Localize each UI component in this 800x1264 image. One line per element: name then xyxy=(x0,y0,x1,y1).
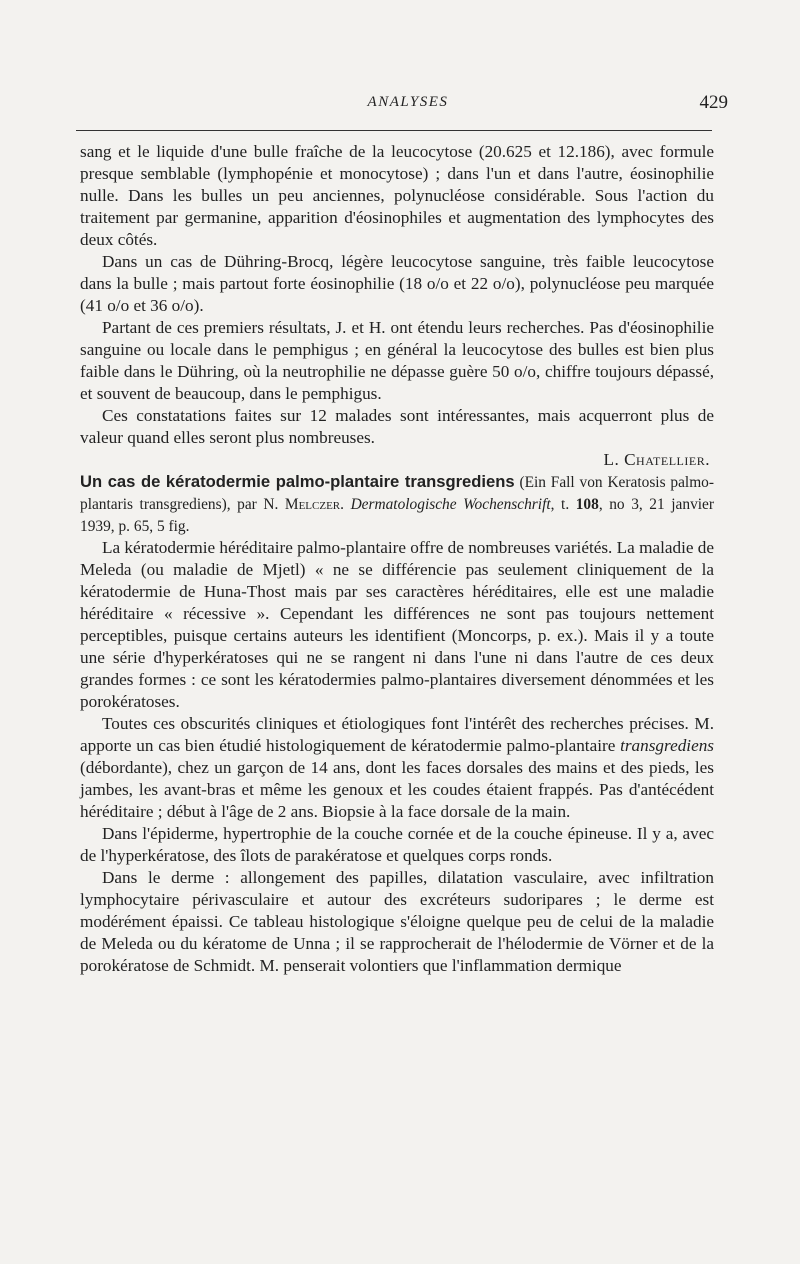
citation-text: , t. xyxy=(550,496,576,513)
paragraph-text: Toutes ces obscurités cliniques et étiologiques font l'intérêt des recherches précises. M. apporte un cas bien étudié histologiquement de kératodermie palmo-plantaire xyxy=(80,714,714,755)
citation-author: N. Melczer xyxy=(263,496,341,513)
italic-term: transgrediens xyxy=(620,736,714,755)
citation-volume: 108 xyxy=(575,496,599,513)
paragraph: Dans l'épiderme, hypertrophie de la couche cornée et de la couche épineuse. Il y a, avec de l'hyperkératose, des îlots de parakératose et quelques corps ronds. xyxy=(80,824,714,865)
paragraph: sang et le liquide d'une bulle fraîche de la leucocytose (20.625 et 12.186), avec formule presque semblable (lymphopénie et monocytose) ; dans l'un et dans l'autre, éosinophilie nulle. Dans les bulles un peu anciennes, polynucléose considérable. Sous l'action du traitement par germanine, apparition d'éosinophiles et augmentation des lymphocytes des deux côtés. xyxy=(80,142,714,249)
abstract-title: Un cas de kératodermie palmo-plantaire transgrediens xyxy=(80,472,515,491)
author-signature: L. Chatellier. xyxy=(603,450,710,469)
page-number: 429 xyxy=(699,92,728,113)
citation-text: (Ein Fall von Keratosis palmo-plantaris transgrediens), par xyxy=(80,474,714,513)
abstract-heading xyxy=(80,471,714,537)
page-body xyxy=(80,141,714,977)
paragraph-text: (débordante), chez un garçon de 14 ans, dont les faces dorsales des mains et des pieds, les jambes, les avant-bras et même les genoux et les coudes étaient frappés. Pas d'antécédent héréditaire ; début à l'âge de 2 ans. Biopsie à la face dorsale de la main. xyxy=(80,758,714,821)
citation-text: . xyxy=(340,496,351,513)
paragraph: Dans le derme : allongement des papilles, dilatation vasculaire, avec infiltration lymphocytaire périvasculaire et autour des excréteurs sudoripares ; le derme est modérément épaissi. Ce tableau histologique s'éloigne quelque peu de celui de la maladie de Meleda ou du kératome de Unna ; il se rapprocherait de l'hélodermie de Vörner et de la porokératose de Schmidt. M. penserait volontiers que l'inflammation dermique xyxy=(80,868,714,975)
paragraph xyxy=(80,713,714,823)
page-header xyxy=(80,92,736,122)
paragraph: Dans un cas de Dühring-Brocq, légère leucocytose sanguine, très faible leucocytose dans la bulle ; mais partout forte éosinophilie (18 o/o et 22 o/o), polynucléose peu marquée (41 o/o et 36 o/o). xyxy=(80,252,714,315)
paragraph: Ces constatations faites sur 12 malades sont intéressantes, mais acquerront plus de valeur quand elles seront plus nombreuses. xyxy=(80,406,714,447)
citation-text: , no 3, 21 janvier 1939, p. 65, 5 fig. xyxy=(80,496,714,535)
paragraph: La kératodermie héréditaire palmo-plantaire offre de nombreuses variétés. La maladie de Meleda (ou maladie de Mjetl) « ne se différencie pas seulement cliniquement de la kératodermie de Huna-Thost mais par ses caractères héréditaires, elle est une maladie héréditaire « récessive ». Cependant les différences ne sont pas toujours nettement perceptibles, puisque certains auteurs les identifient (Moncorps, p. ex.). Mais il y a toute une série d'hyperkératoses qui ne se rangent ni dans l'une ni dans l'autre de ces deux grandes formes : ce sont les kératodermies palmo-plantaires diversement dénommées et les porokératoses. xyxy=(80,538,714,711)
header-rule xyxy=(76,130,712,131)
citation-journal: Dermatologische Wochenschrift xyxy=(350,496,551,513)
running-title: ANALYSES xyxy=(367,94,449,110)
paragraph: Partant de ces premiers résultats, J. et H. ont étendu leurs recherches. Pas d'éosinophilie sanguine ou locale dans le pemphigus ; en général la leucocytose des bulles est bien plus faible dans le Dühring, où la neutrophilie ne dépasse guère 50 o/o, chiffre toujours dépassé, et souvent de beaucoup, dans le pemphigus. xyxy=(80,318,714,403)
